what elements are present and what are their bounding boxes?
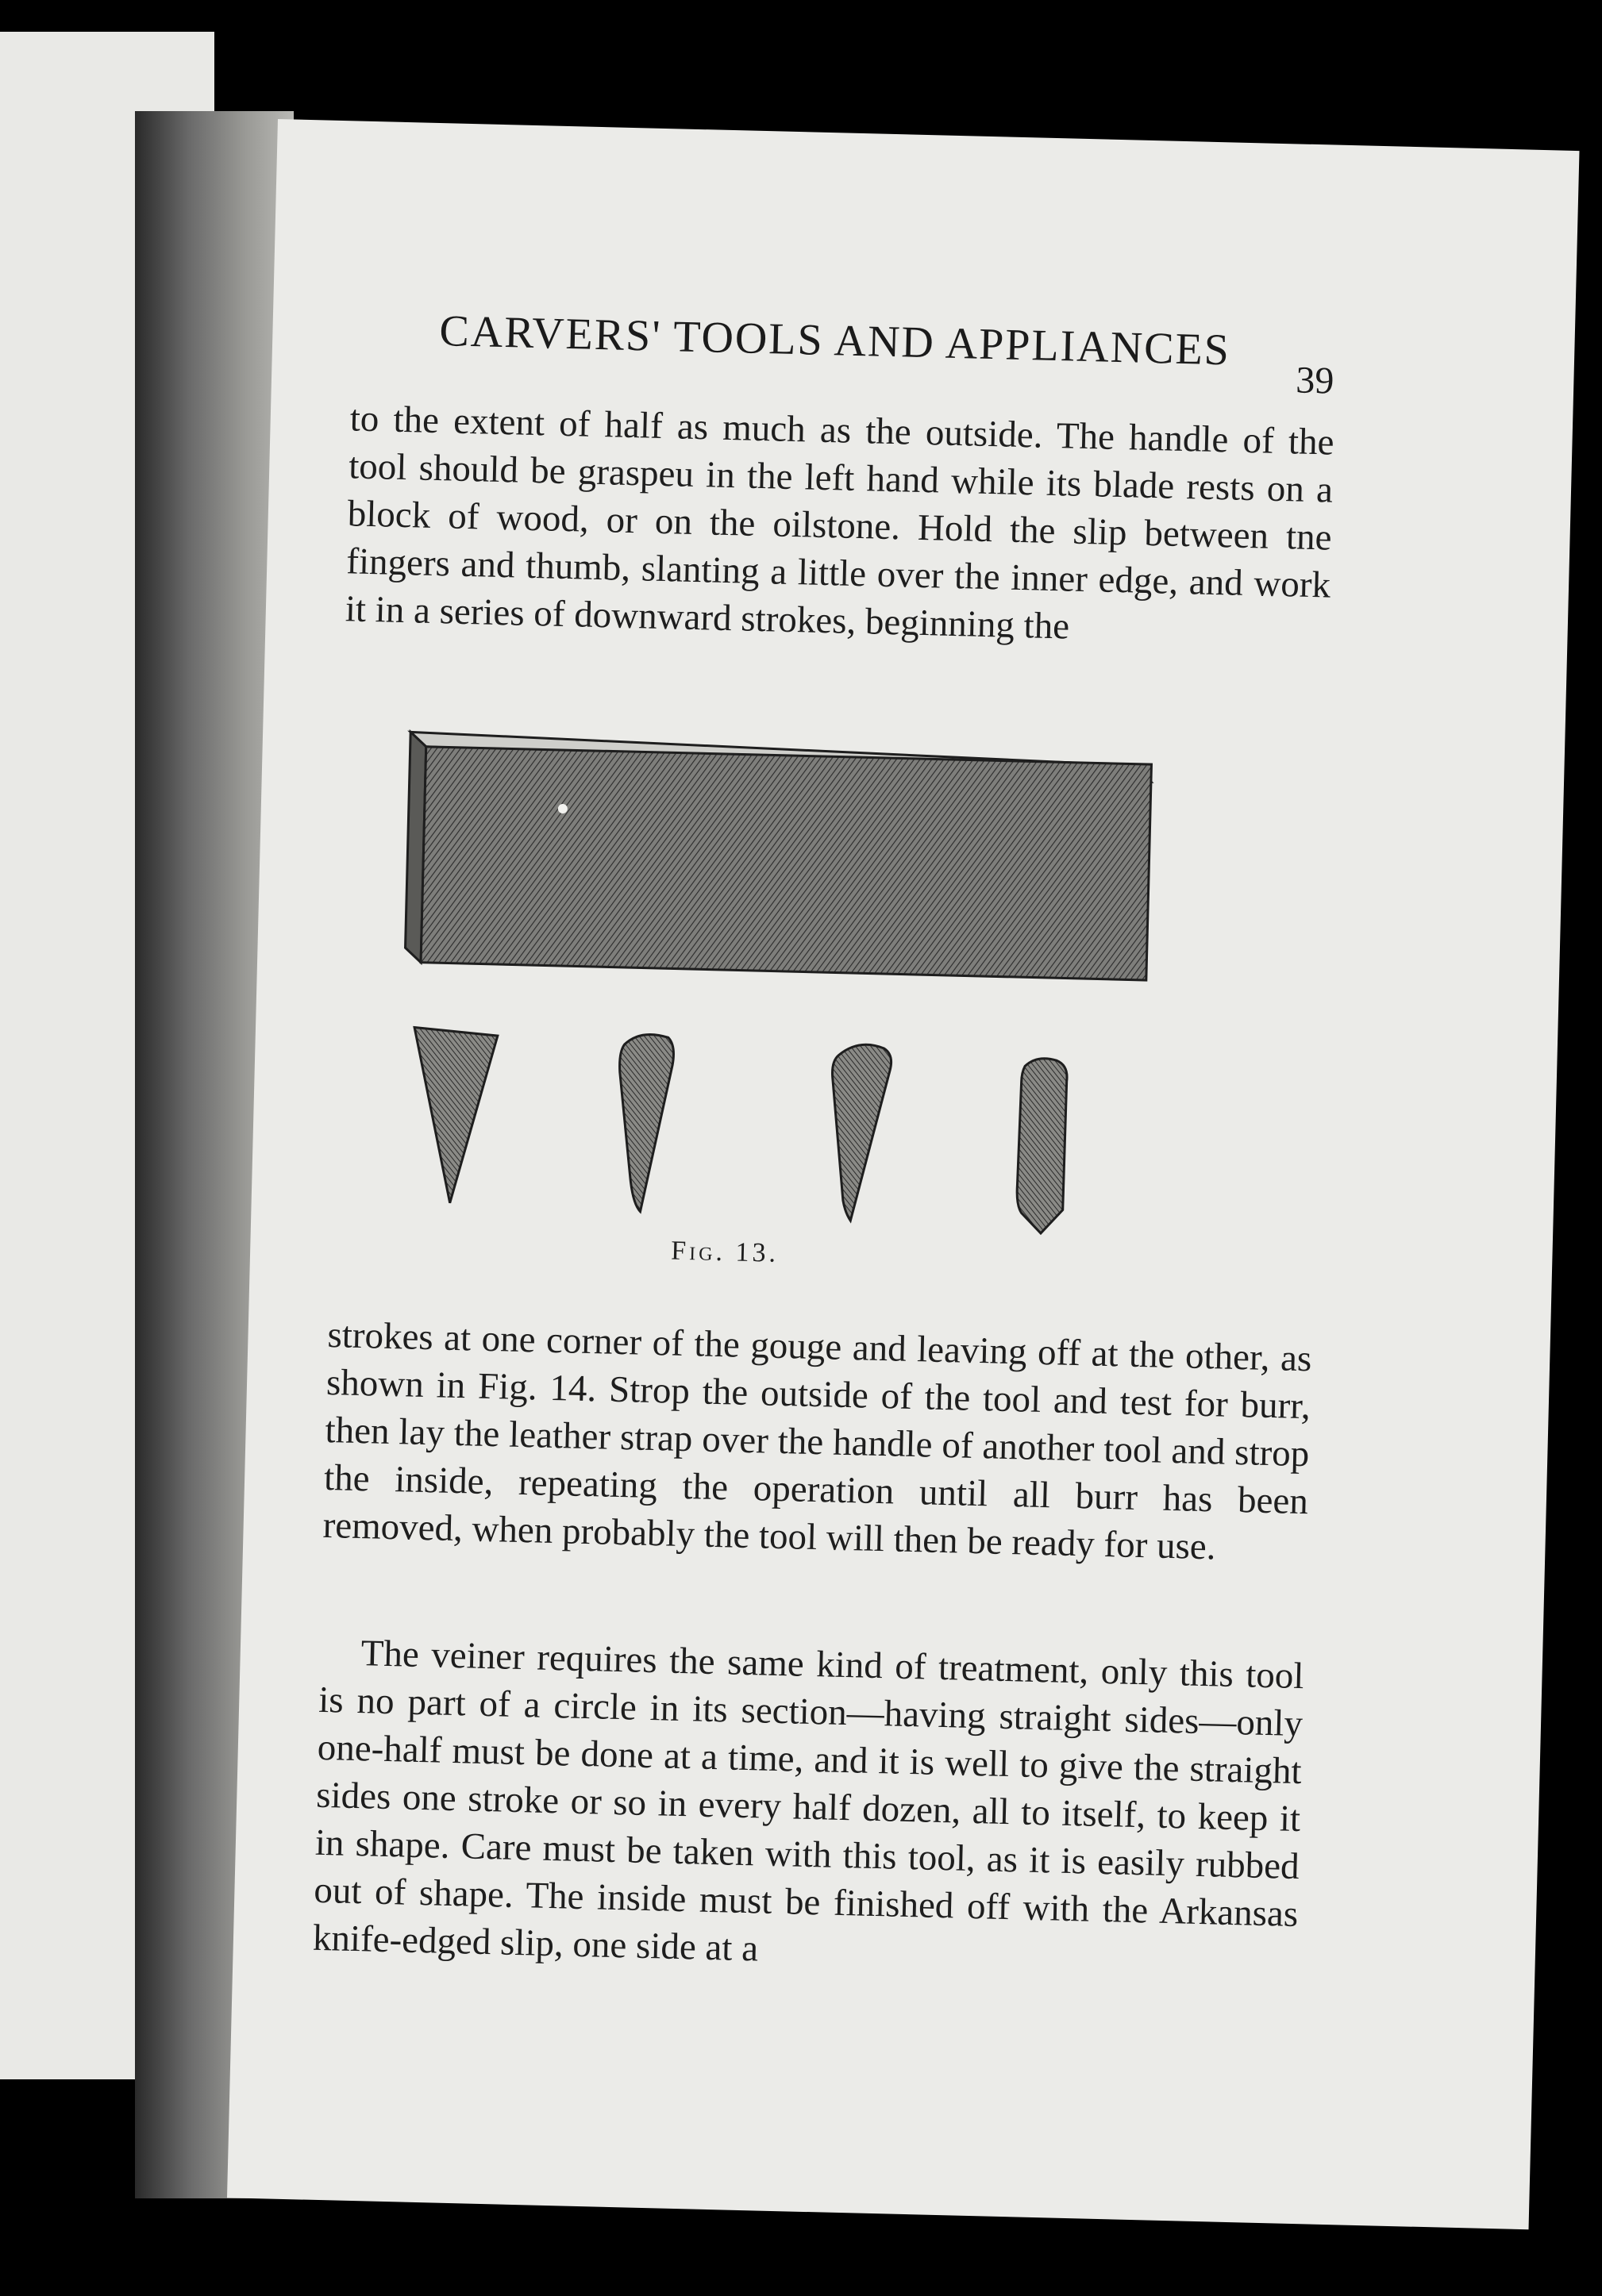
book-page bbox=[227, 119, 1580, 2229]
figure-13 bbox=[394, 725, 1184, 1252]
oilstone-slips-illustration bbox=[394, 725, 1184, 1252]
oilstone-block-icon bbox=[405, 732, 1152, 980]
paragraph-text: to the extent of half as much as the outside. The handle of the tool should be graspeu in the left hand while its blade rests on a block of wood, or on the oilstone. Hold the slip between tne fingers and thumb, slanting a little over the inner edge, and work it in a series of downward strokes, beginning the bbox=[345, 398, 1335, 648]
figure-caption: Fig. 13. bbox=[670, 1236, 780, 1268]
paragraph-veiner bbox=[312, 1629, 1304, 1986]
paragraph-text: The veiner requires the same kind of treatment, only this tool is no part of a circle in its section—having straight sides—only one-half must be done at a time, and it is well to give the straight sides one stroke or so in every half dozen, all to itself, to keep it in shape. Care must be taken with this tool, as it is easily rubbed out of shape. The inside must be finished off with the Arkansas knife-edged slip, one side at a bbox=[312, 1633, 1305, 1970]
running-header: CARVERS' TOOLS AND APPLIANCES bbox=[438, 306, 1231, 375]
page-number: 39 bbox=[1295, 359, 1334, 402]
paragraph-text: strokes at one corner of the gouge and leaving off at the other, as shown in Fig. 14. Strop the outside of the tool and test for burr, then lay the leather strap over the handle of another tool and strop the inside, repeating the operation until all burr has been removed, when probably the tool will then be ready for use. bbox=[322, 1313, 1312, 1568]
paragraph-strokes bbox=[322, 1311, 1312, 1573]
slip-stone-icons bbox=[410, 1028, 1068, 1234]
paragraph-intro bbox=[345, 394, 1334, 656]
